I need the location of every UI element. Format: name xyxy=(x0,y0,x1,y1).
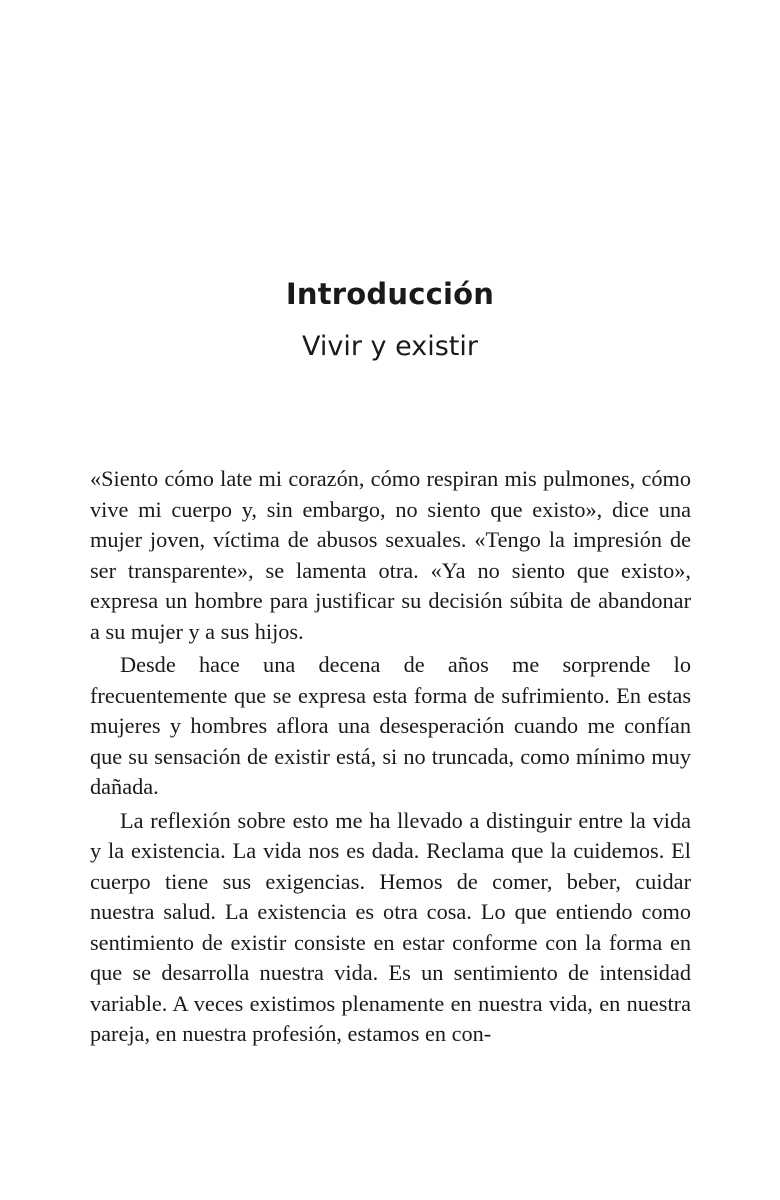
paragraph-1: «Siento cómo late mi corazón, cómo respiran mis pulmones, cómo vive mi cuerpo y, sin embargo, no siento que existo», dice una mujer joven, víctima de abusos sexuales. «Tengo la impresión de ser transparente», se lamenta otra. «Ya no siento que existo», expresa un hombre para justificar su decisión súbita de abandonar a su mujer y a sus hijos. xyxy=(90,466,691,644)
paragraph-2: Desde hace una decena de años me sorprende lo frecuentemente que se expresa esta forma de sufrimiento. En estas mujeres y hombres aflora una desesperación cuando me confían que su sensación de existir está, si no truncada, como mínimo muy dañada. xyxy=(90,652,691,799)
body-text xyxy=(90,464,691,1050)
chapter-subtitle: Vivir y existir xyxy=(302,331,478,362)
paragraph-3: La reflexión sobre esto me ha llevado a distinguir entre la vida y la existencia. La vida nos es dada. Reclama que la cuidemos. El cuerpo tiene sus exigencias. Hemos de comer, beber, cuidar nuestra salud. La existencia es otra cosa. Lo que entiendo como sentimiento de existir consiste en estar conforme con la forma en que se desarrolla nuestra vida. Es un sentimiento de intensidad variable. A veces existimos plenamente en nuestra vida, en nuestra pareja, en nuestra profesión, estamos en con- xyxy=(90,807,691,1046)
chapter-title: Introducción xyxy=(285,277,495,311)
